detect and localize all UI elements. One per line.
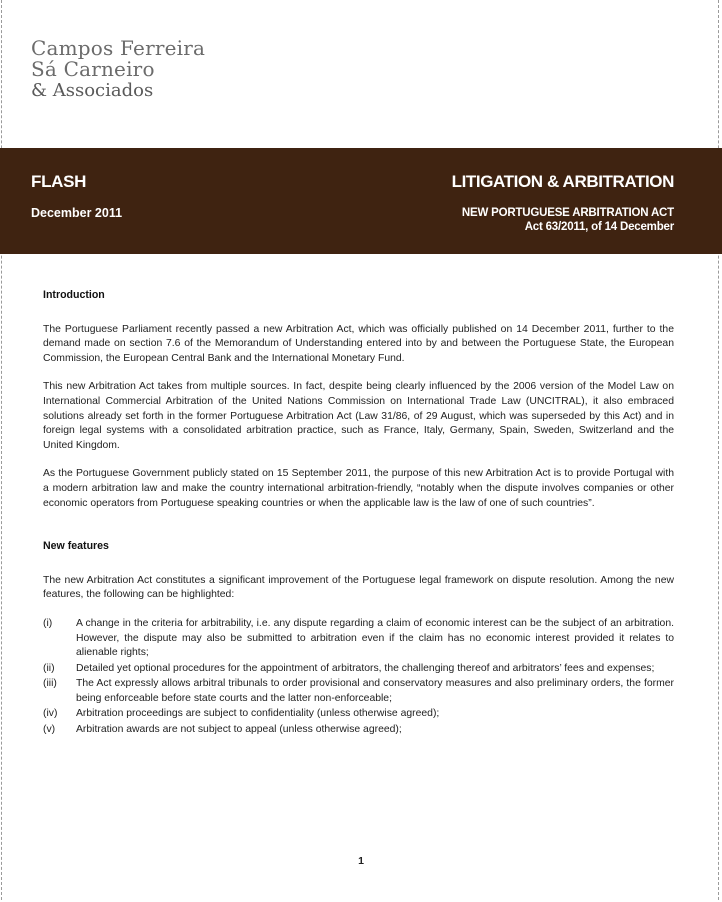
logo-line-3: & Associados bbox=[31, 80, 154, 101]
intro-paragraph-3: As the Portuguese Government publicly stated on 15 September 2011, the purpose of this new Arbitration Act is to provide Portugal with a modern arbitration law and make the country international arbitration-friendly, “notably when the dispute involves companies or other economic operators from Portuguese speaking countries or when the applicable law is the law of one of such countries”. bbox=[43, 468, 674, 509]
list-item-text: Arbitration awards are not subject to appeal (unless otherwise agreed); bbox=[76, 724, 402, 736]
practice-area-title: LITIGATION & ARBITRATION bbox=[451, 172, 674, 191]
list-item bbox=[43, 617, 674, 661]
act-reference: Act 63/2011, of 14 December bbox=[524, 221, 674, 233]
intro-paragraph-2: This new Arbitration Act takes from multiple sources. In fact, despite being clearly influenced by the 2006 version of the Model Law on International Commercial Arbitration of the United Nations Commission on International Trade Law (UNCITRAL), it also embraced solutions already set forth in the former Portuguese Arbitration Act (Law 31/86, of 29 August, which was superseded by this Act) and in foreign legal systems with a consolidated arbitration practice, such as France, Italy, Germany, Spain, Sweden, Switzerland and the United Kingdom. bbox=[43, 381, 674, 451]
features-list bbox=[43, 617, 674, 738]
page-number: 1 bbox=[358, 855, 364, 867]
list-item-text: The Act expressly allows arbitral tribunals to order provisional and conservatory measures and also preliminary orders, the former being enforceable before state courts and the latter non-enforceable; bbox=[76, 678, 674, 704]
list-item-number: (i) bbox=[43, 617, 53, 629]
list-item-number: (ii) bbox=[43, 662, 55, 674]
act-title: NEW PORTUGUESE ARBITRATION ACT bbox=[461, 207, 674, 219]
flash-label: FLASH bbox=[31, 172, 87, 191]
list-item bbox=[43, 723, 674, 738]
list-item-number: (iii) bbox=[43, 678, 57, 690]
list-item bbox=[43, 707, 674, 722]
introduction-heading: Introduction bbox=[43, 289, 105, 301]
firm-logo bbox=[31, 38, 205, 101]
list-item bbox=[43, 677, 674, 706]
intro-paragraph-1: The Portuguese Parliament recently passed a new Arbitration Act, which was officially published on 14 December 2011, further to the demand made on section 7.6 of the Memorandum of Understanding entered into by and between the Portuguese State, the European Commission, the European Central Bank and the International Monetary Fund. bbox=[43, 323, 674, 364]
logo-line-1: Campos Ferreira bbox=[31, 36, 206, 60]
list-item-text: Detailed yet optional procedures for the appointment of arbitrators, the challenging thereof and arbitrators’ fees and expenses; bbox=[76, 662, 655, 674]
act-subtitle bbox=[462, 206, 674, 234]
list-item bbox=[43, 662, 674, 677]
logo-line-2: Sá Carneiro bbox=[31, 57, 155, 81]
list-item-text: A change in the criteria for arbitrability, i.e. any dispute regarding a claim of economic interest can be the subject of an arbitration. However, the dispute may also be submitted to arbitration even if the claim has no economic interest provided it relates to alienable rights; bbox=[76, 617, 674, 659]
issue-date: December 2011 bbox=[31, 206, 123, 220]
document-body bbox=[43, 288, 674, 739]
list-item-text: Arbitration proceedings are subject to confidentiality (unless otherwise agreed); bbox=[76, 708, 440, 720]
header-banner bbox=[0, 148, 722, 254]
new-features-intro: The new Arbitration Act constitutes a significant improvement of the Portuguese legal framework on dispute resolution. Among the new features, the following can be highlighted: bbox=[43, 574, 674, 601]
new-features-heading: New features bbox=[43, 540, 109, 553]
list-item-number: (iv) bbox=[43, 708, 58, 720]
list-item-number: (v) bbox=[43, 724, 56, 736]
